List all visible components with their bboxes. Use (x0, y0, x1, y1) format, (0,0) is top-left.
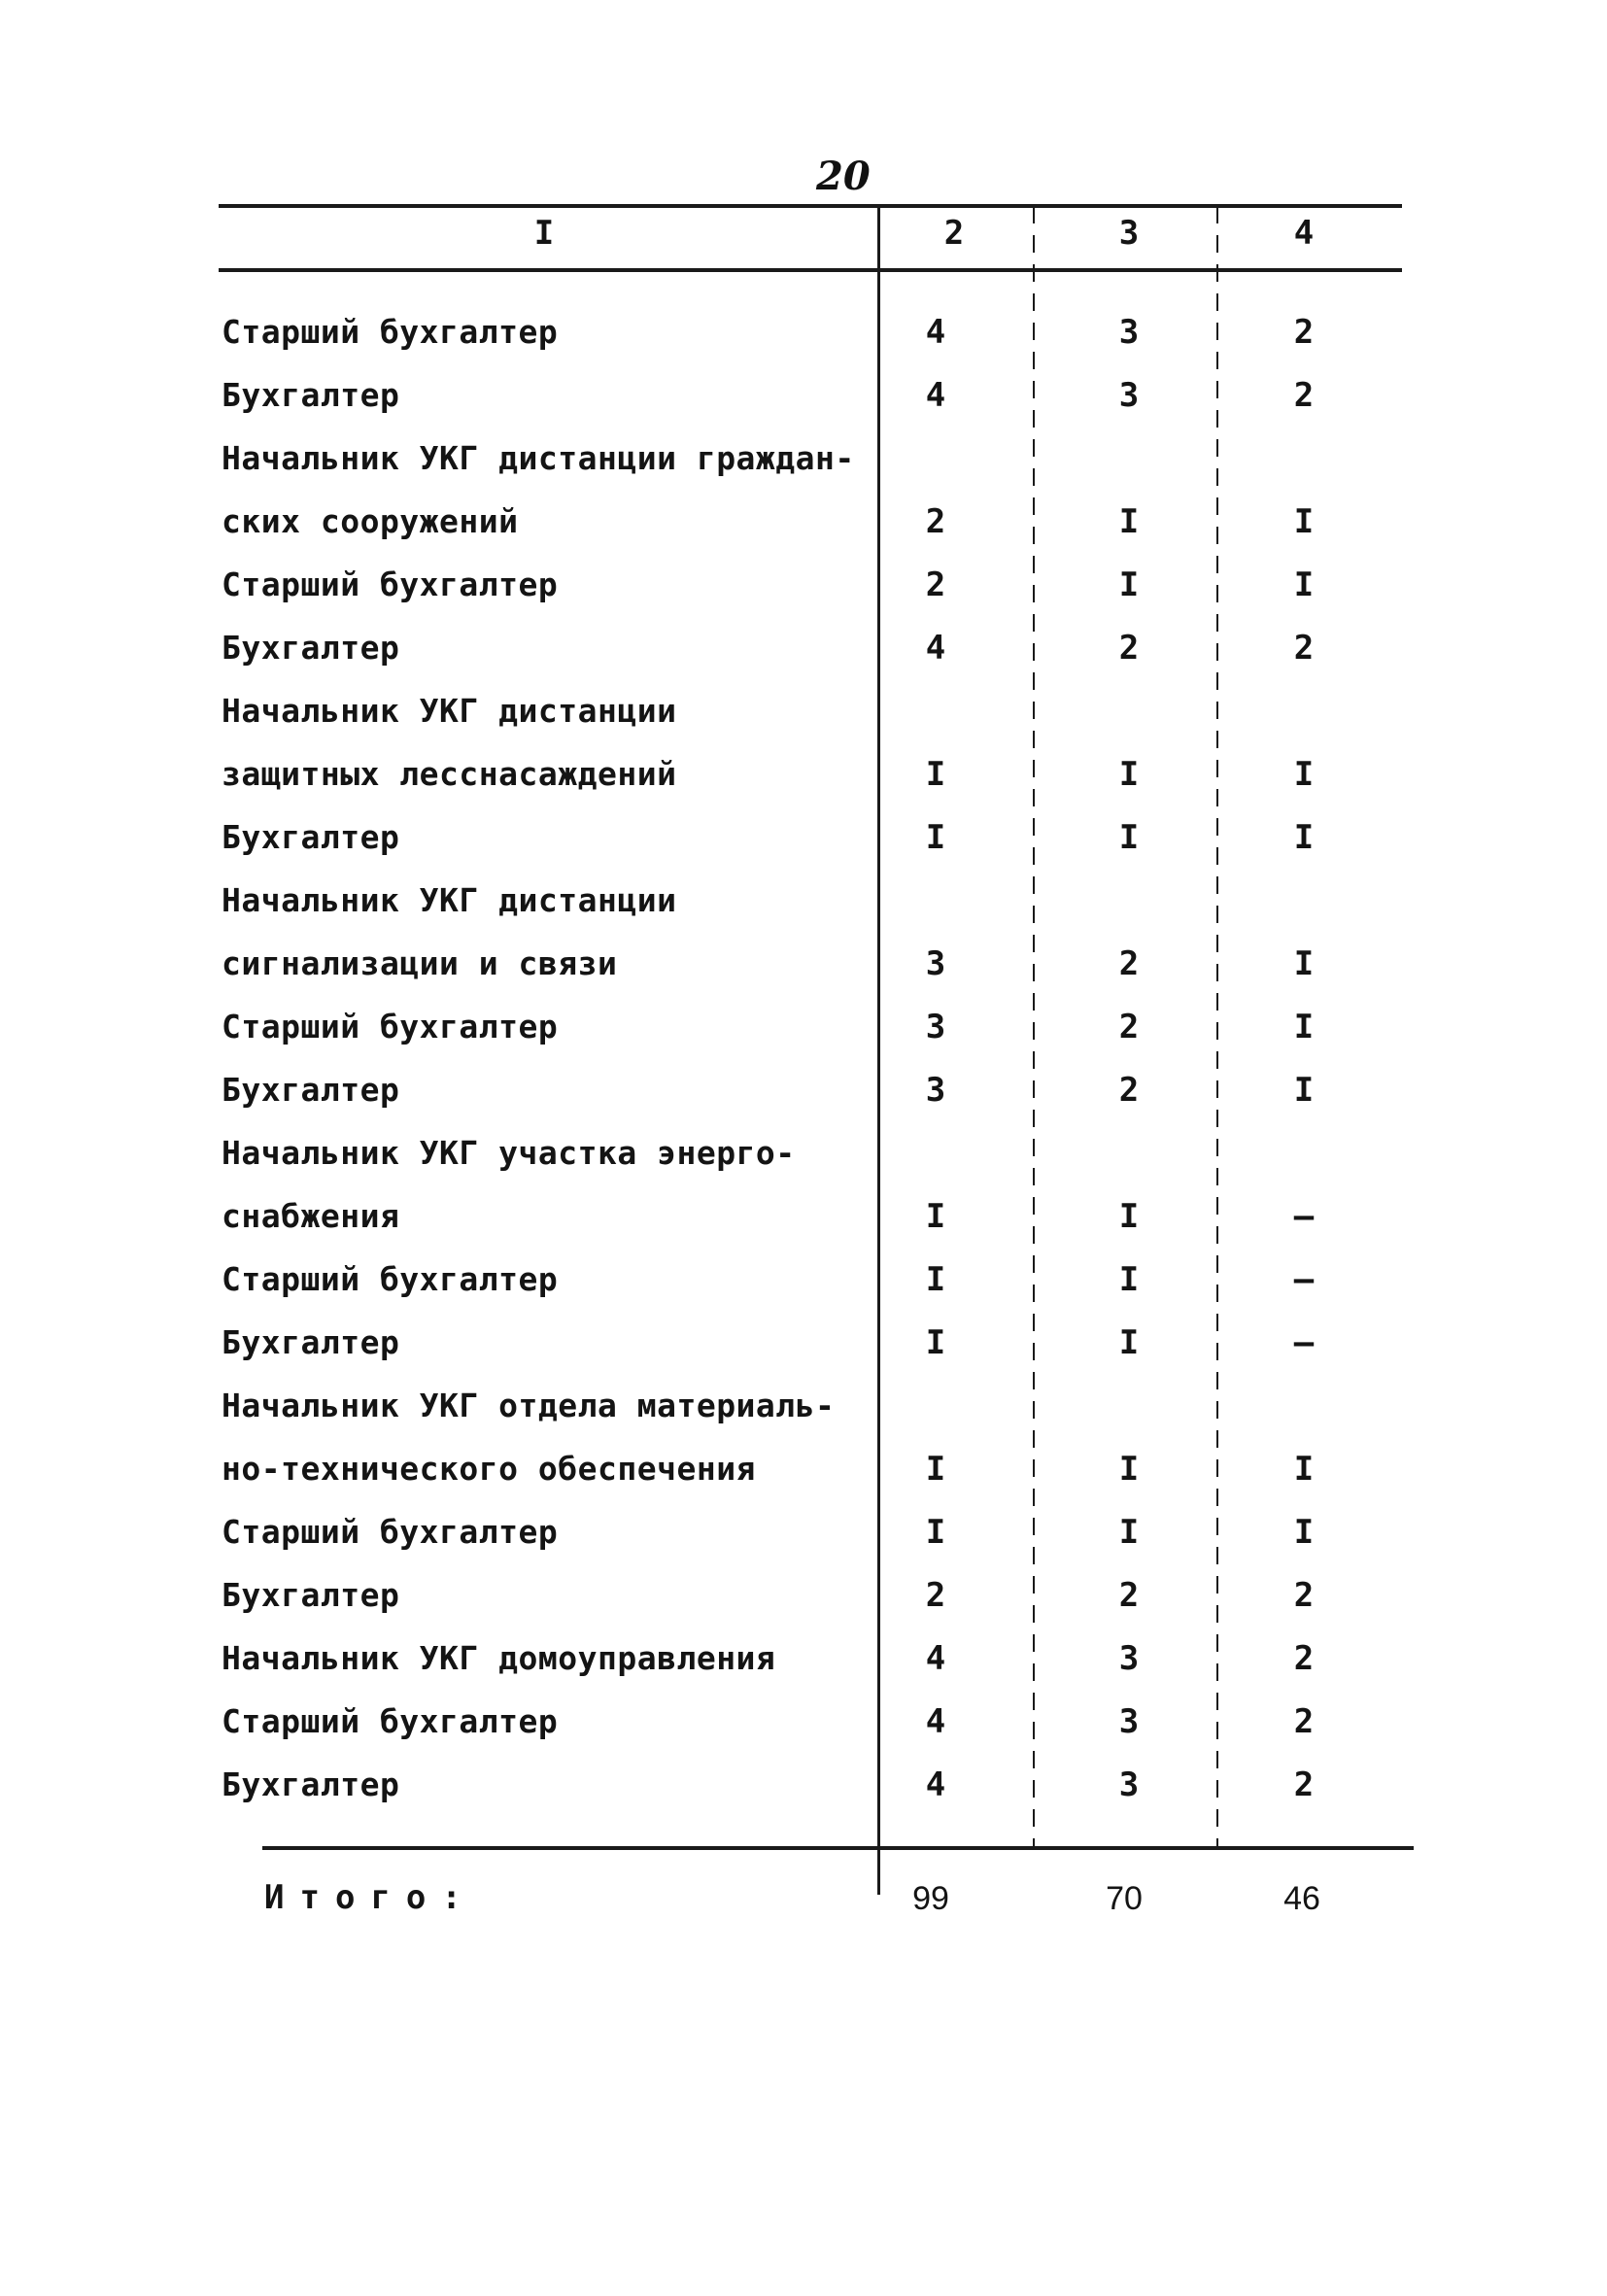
header-col-3: 3 (1118, 214, 1140, 253)
table-row (0, 872, 1607, 934)
total-col-3: 70 (1106, 1880, 1143, 1917)
row-value-c4: 2 (1293, 313, 1315, 352)
table-row (0, 1377, 1607, 1439)
table-row (0, 1693, 1607, 1755)
page-number: 20 (816, 154, 871, 199)
table-row (0, 619, 1607, 681)
row-value-c2: 2 (925, 1576, 946, 1615)
row-value-c4: I (1293, 1513, 1315, 1552)
row-value-c3: 2 (1118, 1576, 1140, 1615)
table-row (0, 1566, 1607, 1628)
row-value-c3: 2 (1118, 944, 1140, 983)
row-value-c4: I (1293, 1071, 1315, 1110)
table-row (0, 1251, 1607, 1313)
table-row (0, 1629, 1607, 1692)
row-label: Бухгалтер (222, 1576, 400, 1614)
row-label: Бухгалтер (222, 1765, 400, 1803)
row-value-c2: I (925, 755, 946, 794)
table-row (0, 1124, 1607, 1186)
total-label: Итого: (264, 1878, 477, 1917)
row-value-c3: I (1118, 818, 1140, 857)
row-value-c2: I (925, 1323, 946, 1362)
header-col-1: I (533, 214, 555, 253)
row-value-c2: 4 (925, 1765, 946, 1804)
row-value-c3: I (1118, 1450, 1140, 1489)
row-label: Бухгалтер (222, 1323, 400, 1361)
table-row (0, 935, 1607, 997)
row-value-c4: 2 (1293, 1702, 1315, 1741)
table-row (0, 1440, 1607, 1502)
row-value-c3: I (1118, 755, 1140, 794)
row-value-c4: I (1293, 818, 1315, 857)
row-value-c3: 2 (1118, 1008, 1140, 1046)
row-value-c2: 2 (925, 565, 946, 604)
row-value-c4: 2 (1293, 376, 1315, 415)
table-row (0, 808, 1607, 871)
row-value-c2: 4 (925, 1702, 946, 1741)
row-label: сигнализации и связи (222, 944, 618, 982)
header-col-4: 4 (1293, 214, 1315, 253)
row-value-c3: I (1118, 565, 1140, 604)
row-value-c3: 2 (1118, 1071, 1140, 1110)
row-label: Старший бухгалтер (222, 1260, 559, 1298)
row-value-c4: 2 (1293, 1765, 1315, 1804)
row-value-c3: 3 (1118, 376, 1140, 415)
row-label: ских сооружений (222, 502, 519, 540)
table-row (0, 1756, 1607, 1818)
row-value-c3: 3 (1118, 1639, 1140, 1678)
table-header-rule (219, 268, 1402, 272)
row-value-c2: 4 (925, 313, 946, 352)
table-row (0, 303, 1607, 365)
row-value-c4: I (1293, 755, 1315, 794)
row-value-c4: I (1293, 1450, 1315, 1489)
row-value-c2: 4 (925, 376, 946, 415)
row-value-c3: 3 (1118, 313, 1140, 352)
row-value-c2: I (925, 1450, 946, 1489)
row-value-c4: 2 (1293, 1576, 1315, 1615)
row-value-c4: I (1293, 565, 1315, 604)
table-row (0, 1187, 1607, 1250)
table-row (0, 998, 1607, 1060)
row-value-c3: 2 (1118, 629, 1140, 668)
row-value-c4: – (1293, 1197, 1315, 1236)
table-row (0, 682, 1607, 744)
row-value-c4: – (1293, 1260, 1315, 1299)
row-value-c4: – (1293, 1323, 1315, 1362)
row-label: Начальник УКГ участка энерго- (222, 1134, 796, 1172)
row-value-c3: 3 (1118, 1702, 1140, 1741)
table-bottom-rule (262, 1846, 1414, 1850)
row-label: Старший бухгалтер (222, 565, 559, 603)
header-col-2: 2 (943, 214, 965, 253)
row-value-c2: 3 (925, 1008, 946, 1046)
total-col-2: 99 (912, 1880, 949, 1917)
row-label: Бухгалтер (222, 376, 400, 414)
table-row (0, 366, 1607, 428)
row-label: Начальник УКГ дистанции (222, 692, 677, 730)
row-value-c4: I (1293, 1008, 1315, 1046)
row-label: Начальник УКГ дистанции (222, 881, 677, 919)
table-row (0, 556, 1607, 618)
row-label: снабжения (222, 1197, 400, 1235)
row-value-c4: 2 (1293, 1639, 1315, 1678)
row-label: Начальник УКГ отдела материаль- (222, 1387, 836, 1424)
row-value-c2: 3 (925, 944, 946, 983)
row-value-c4: 2 (1293, 629, 1315, 668)
table-row (0, 1314, 1607, 1376)
row-value-c2: 2 (925, 502, 946, 541)
table-top-rule (219, 204, 1402, 208)
row-value-c2: I (925, 1197, 946, 1236)
row-value-c2: 4 (925, 629, 946, 668)
row-value-c2: I (925, 1260, 946, 1299)
total-row (0, 1870, 1607, 1929)
row-value-c3: I (1118, 1260, 1140, 1299)
row-label: Бухгалтер (222, 818, 400, 856)
row-label: Начальник УКГ дистанции граждан- (222, 439, 855, 477)
row-value-c2: I (925, 1513, 946, 1552)
row-label: Бухгалтер (222, 629, 400, 667)
row-label: Начальник УКГ домоуправления (222, 1639, 776, 1677)
table-row (0, 493, 1607, 555)
row-label: Бухгалтер (222, 1071, 400, 1109)
row-label: защитных лесснасаждений (222, 755, 677, 793)
row-label: но-технического обеспечения (222, 1450, 756, 1488)
row-label: Старший бухгалтер (222, 1513, 559, 1551)
row-value-c3: I (1118, 1513, 1140, 1552)
table-row (0, 429, 1607, 492)
table-row (0, 1061, 1607, 1123)
row-label: Старший бухгалтер (222, 1702, 559, 1740)
row-label: Старший бухгалтер (222, 313, 559, 351)
row-value-c4: I (1293, 944, 1315, 983)
row-value-c3: I (1118, 502, 1140, 541)
row-value-c3: 3 (1118, 1765, 1140, 1804)
row-value-c2: 4 (925, 1639, 946, 1678)
table-row (0, 1503, 1607, 1565)
row-value-c2: I (925, 818, 946, 857)
row-value-c3: I (1118, 1323, 1140, 1362)
table-row (0, 745, 1607, 807)
row-label: Старший бухгалтер (222, 1008, 559, 1045)
row-value-c2: 3 (925, 1071, 946, 1110)
row-value-c4: I (1293, 502, 1315, 541)
total-col-4: 46 (1283, 1880, 1320, 1917)
row-value-c3: I (1118, 1197, 1140, 1236)
